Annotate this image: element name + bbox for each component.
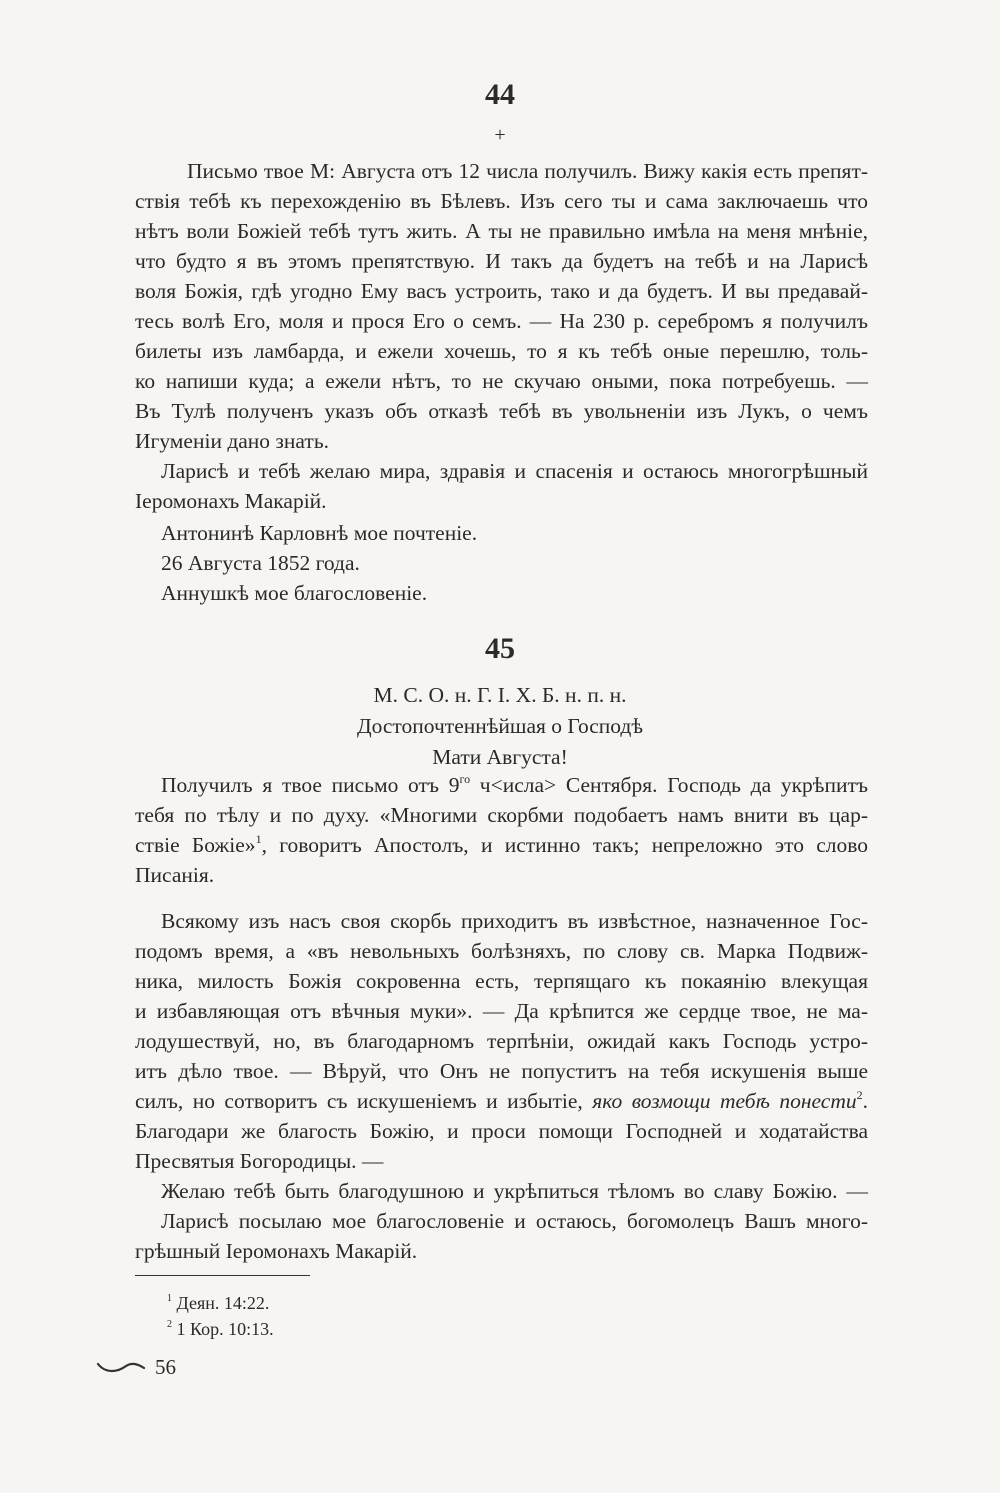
letter-44-line: ствія тебѣ къ перехожденію въ Бѣлевъ. Изъ сего ты и сама заключаешь что [135, 189, 868, 213]
letter-44-line: нѣтъ воли Божіей тебѣ тутъ жить. А ты не правильно имѣла на меня мнѣніе, [135, 219, 868, 243]
letter-45-line: Желаю тебѣ быть благодушною и укрѣпиться тѣломъ во славу Божію. — [161, 1179, 868, 1203]
letter-44-line: Въ Тулѣ полученъ указъ объ отказѣ тебѣ въ увольненіи изъ Лукъ, о чемъ [135, 399, 868, 423]
letter-45-line: Пресвятыя Богородицы. — [135, 1149, 384, 1173]
cross-mark: + [494, 124, 506, 146]
letter-45-line: итъ дѣло твое. — Вѣруй, что Онъ не попуститъ на тебя искушенія выше [135, 1059, 868, 1083]
letter-45-salutation: Мати Августа! [432, 745, 568, 769]
letter-45-line: силъ, но сотворитъ съ искушеніемъ и избытіе, яко возмощи тебѣ понести$^2$. [135, 1087, 868, 1113]
letter-44-postscript: Аннушкѣ мое благословеніе. [161, 581, 428, 605]
letter-44-line: тесь волѣ Его, моля и прося Его о семъ. — На 230 р. серебромъ я получилъ [135, 309, 868, 333]
letter-45-salutation: М. С. О. н. Г. І. Х. Б. н. п. н. [373, 683, 627, 707]
letter-44-date: 26 Августа 1852 года. [161, 551, 360, 575]
letter-44-line: Письмо твое М: Августа отъ 12 числа получилъ. Вижу какія есть препят- [187, 159, 868, 183]
letter-44-postscript: Антонинѣ Карловнѣ мое почтеніе. [161, 521, 478, 545]
letter-45-line: Получилъ я твое письмо отъ $9^{го}$ ч<исла> Сентября. Господь да укрѣпитъ [161, 771, 868, 797]
letter-45-line: Писанія. [135, 863, 215, 887]
footnote-ref[interactable]: 2 [856, 1087, 863, 1102]
letter-45-line: лодушествуй, но, въ благодарномъ терпѣніи, ожидай какъ Господь устро- [135, 1029, 868, 1053]
letter-45-line: тебя по тѣлу и по духу. «Многими скорбми подобаетъ намъ внити въ цар- [135, 803, 868, 827]
letter-44-line: ко напиши куда; а ежели нѣтъ, то не скучаю оными, пока потребуешь. — [135, 369, 868, 393]
footnote: $^2$ 1 Кор. 10:13. [167, 1319, 274, 1339]
letter-44-number: 44 [485, 78, 515, 111]
letter-44-line: воля Божія, гдѣ угодно Ему васъ устроить, тако и да будетъ. И вы предавай- [135, 279, 868, 303]
letter-44-line: билеты изъ ламбарда, и ежели хочешь, то я къ тебѣ оные перешлю, толь- [135, 339, 868, 363]
letter-44-line: что будто я въ этомъ препятствую. И такъ да будетъ на тебѣ и на Ларисѣ [135, 249, 868, 273]
letter-45-salutation: Достопочтеннѣйшая о Господѣ [356, 714, 644, 738]
letter-44-line: Іеромонахъ Макарій. [135, 489, 327, 513]
letter-44-line: Игуменіи дано знать. [135, 429, 329, 453]
letter-45-line: ствіе Божіе»$^1$, говоритъ Апостолъ, и истинно такъ; непреложно это слово [135, 831, 868, 857]
letter-45-line: Благодари же благость Божію, и проси помощи Господней и ходатайства [135, 1119, 868, 1143]
letter-45-line: Ларисѣ посылаю мое благословеніе и остаюсь, богомолецъ Вашъ много- [161, 1209, 868, 1233]
letter-45-number: 45 [485, 632, 515, 665]
footnote-divider [135, 1275, 310, 1276]
letter-45-line: Всякому изъ насъ своя скорбь приходитъ въ извѣстное, назначенное Гос- [161, 909, 868, 933]
letter-44-line: Ларисѣ и тебѣ желаю мира, здравія и спасенія и остаюсь многогрѣшный [161, 459, 868, 483]
letter-45-line: грѣшный Іеромонахъ Макарій. [135, 1239, 418, 1263]
footnote-ref[interactable]: 1 [255, 831, 262, 846]
footnote: $^1$ Деян. 14:22. [167, 1293, 270, 1313]
letter-45-line: подомъ время, а «въ невольныхъ болѣзняхъ, по слову св. Марка Подвиж- [135, 939, 868, 963]
page-ornament-icon [96, 1360, 148, 1374]
letter-45-line: ника, милость Божія сокровенна есть, терпящаго къ покаянію влекущая [135, 969, 868, 993]
letter-45-line: и избавляющая отъ вѣчныя муки». — Да крѣпится же сердце твое, не ма- [135, 999, 868, 1023]
page-number: 56 [155, 1355, 176, 1379]
